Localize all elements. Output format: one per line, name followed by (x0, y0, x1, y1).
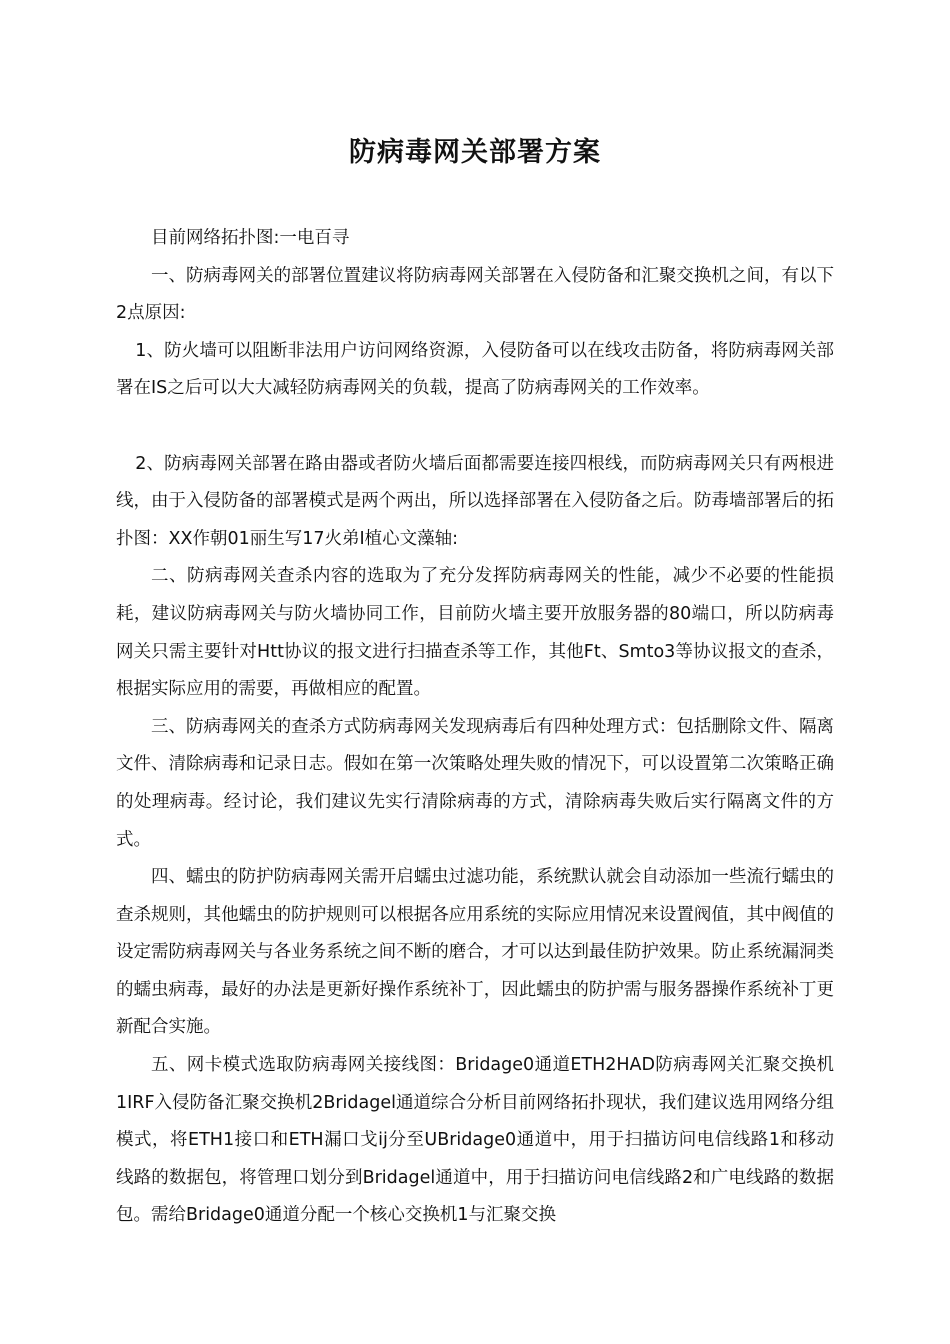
paragraph-topology-intro: 目前网络拓扑图:一电百寻 (151, 228, 350, 248)
paragraph-scan-content: 二、防病毒网关查杀内容的选取为了充分发挥防病毒网关的性能，减少不必要的性能损耗，建议防病毒网关与防火墙协同工作，目前防火墙主要开放服务器的80端口，所以防病毒网关只需主要针对Htt协议的报文进行扫描查杀等工作，其他Ft、Smto3等协议报文的查杀，根据实际应用的需要，再做相应的配置。 (116, 566, 834, 700)
paragraph-scan-method: 三、防病毒网关的查杀方式防病毒网关发现病毒后有四种处理方式：包括删除文件、隔离文件、清除病毒和记录日志。假如在第一次策略处理失败的情况下，可以设置第二次策略正确的处理病毒。经讨论，我们建议先实行清除病毒的方式，清除病毒失败后实行隔离文件的方式。 (116, 716, 834, 850)
paragraph-reason-2: 2、防病毒网关部署在路由器或者防火墙后面都需要连接四根线，而防病毒网关只有两根进线，由于入侵防备的部署模式是两个两出，所以选择部署在入侵防备之后。防毒墙部署后的拓扑图：XX作朝01丽生写17火弟I植心文藻轴: (116, 453, 834, 549)
document-body (116, 220, 834, 1235)
paragraph-reason-1: 1、防火墙可以阻断非法用户访问网络资源，入侵防备可以在线攻击防备，将防病毒网关部署在IS之后可以大大减轻防病毒网关的负载，提高了防病毒网关的工作效率。 (116, 340, 834, 399)
paragraph-nic-mode: 五、网卡模式选取防病毒网关接线图：Bridage0通道ETH2HAD防病毒网关汇聚交换机1IRF入侵防备汇聚交换机2Bridagel通道综合分析目前网络拓扑现状，我们建议选用网络分组模式，将ETH1接口和ETH漏口戈ij分至UBridage0通道中，用于扫描访问电信线路1和移动线路的数据包，将管理口划分到Bridagel通道中，用于扫描访问电信线路2和广电线路的数据包。需给Bridage0通道分配一个核心交换机1与汇聚交换 (116, 1055, 834, 1226)
paragraph-deploy-position: 一、防病毒网关的部署位置建议将防病毒网关部署在入侵防备和汇聚交换机之间，有以下2点原因: (116, 265, 834, 324)
paragraph-worm-protection: 四、蠕虫的防护防病毒网关需开启蠕虫过滤功能，系统默认就会自动添加一些流行蠕虫的查杀规则，其他蠕虫的防护规则可以根据各应用系统的实际应用情况来设置阀值，其中阀值的设定需防病毒网关与各业务系统之间不断的磨合，才可以达到最佳防护效果。防止系统漏洞类的蠕虫病毒，最好的办法是更新好操作系统补丁，因此蠕虫的防护需与服务器操作系统补丁更新配合实施。 (116, 867, 834, 1038)
document-title: 防病毒网关部署方案 (349, 137, 601, 168)
